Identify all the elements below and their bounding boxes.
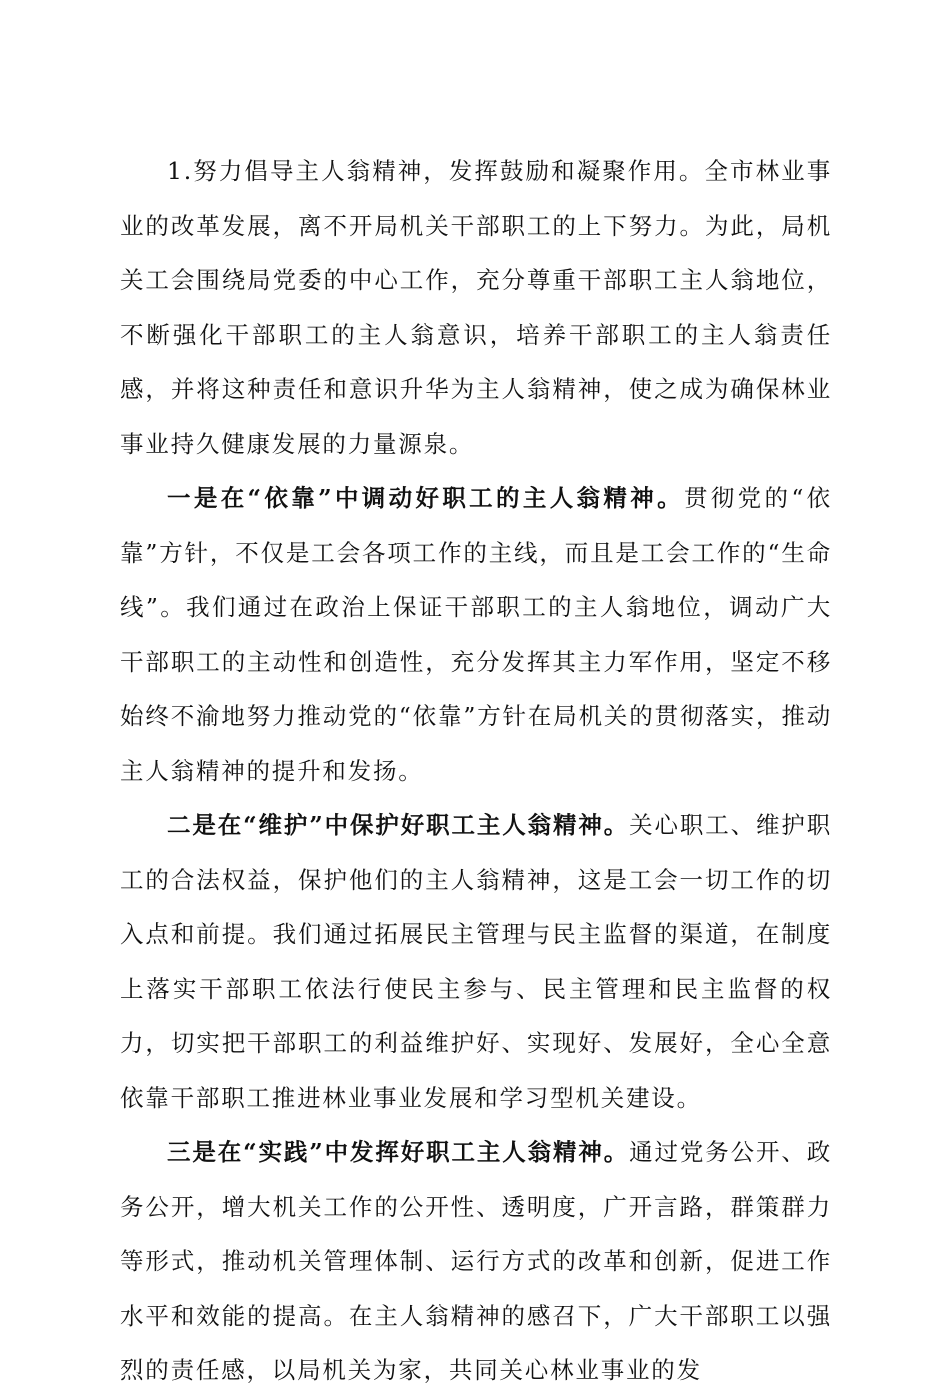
paragraph-3-lead: 二是在“维护”中保护好职工主人翁精神。 bbox=[167, 811, 630, 839]
paragraph-3 bbox=[120, 798, 832, 1125]
document-body bbox=[120, 144, 832, 1398]
paragraph-4-text: 通过党务公开、政务公开，增大机关工作的公开性、透明度，广开言路，群策群力等形式，推动机关管理体制、运行方式的改革和创新，促进工作水平和效能的提高。在主人翁精神的感召下，广大干部职工以强烈的责任感，以局机关为家，共同关心林业事业的发 bbox=[120, 1138, 832, 1384]
paragraph-1 bbox=[120, 144, 832, 471]
paragraph-3-text: 关心职工、维护职工的合法权益，保护他们的主人翁精神，这是工会一切工作的切入点和前提。我们通过拓展民主管理与民主监督的渠道，在制度上落实干部职工依法行使民主参与、民主管理和民主监督的权力，切实把干部职工的利益维护好、实现好、发展好，全心全意依靠干部职工推进林业事业发展和学习型机关建设。 bbox=[120, 811, 832, 1112]
paragraph-4 bbox=[120, 1125, 832, 1398]
paragraph-2-text: 贯彻党的“依靠”方针，不仅是工会各项工作的主线，而且是工会工作的“生命线”。我们通过在政治上保证干部职工的主人翁地位，调动广大干部职工的主动性和创造性，充分发挥其主力军作用，坚定不移始终不渝地努力推动党的“依靠”方针在局机关的贯彻落实，推动主人翁精神的提升和发扬。 bbox=[120, 484, 832, 785]
paragraph-4-lead: 三是在“实践”中发挥好职工主人翁精神。 bbox=[167, 1138, 630, 1166]
paragraph-2 bbox=[120, 471, 832, 798]
paragraph-1-text: 1.努力倡导主人翁精神，发挥鼓励和凝聚作用。全市林业事业的改革发展，离不开局机关干部职工的上下努力。为此，局机关工会围绕局党委的中心工作，充分尊重干部职工主人翁地位，不断强化干部职工的主人翁意识，培养干部职工的主人翁责任感，并将这种责任和意识升华为主人翁精神，使之成为确保林业事业持久健康发展的力量源泉。 bbox=[120, 157, 832, 458]
paragraph-2-lead: 一是在“依靠”中调动好职工的主人翁精神。 bbox=[167, 484, 684, 512]
